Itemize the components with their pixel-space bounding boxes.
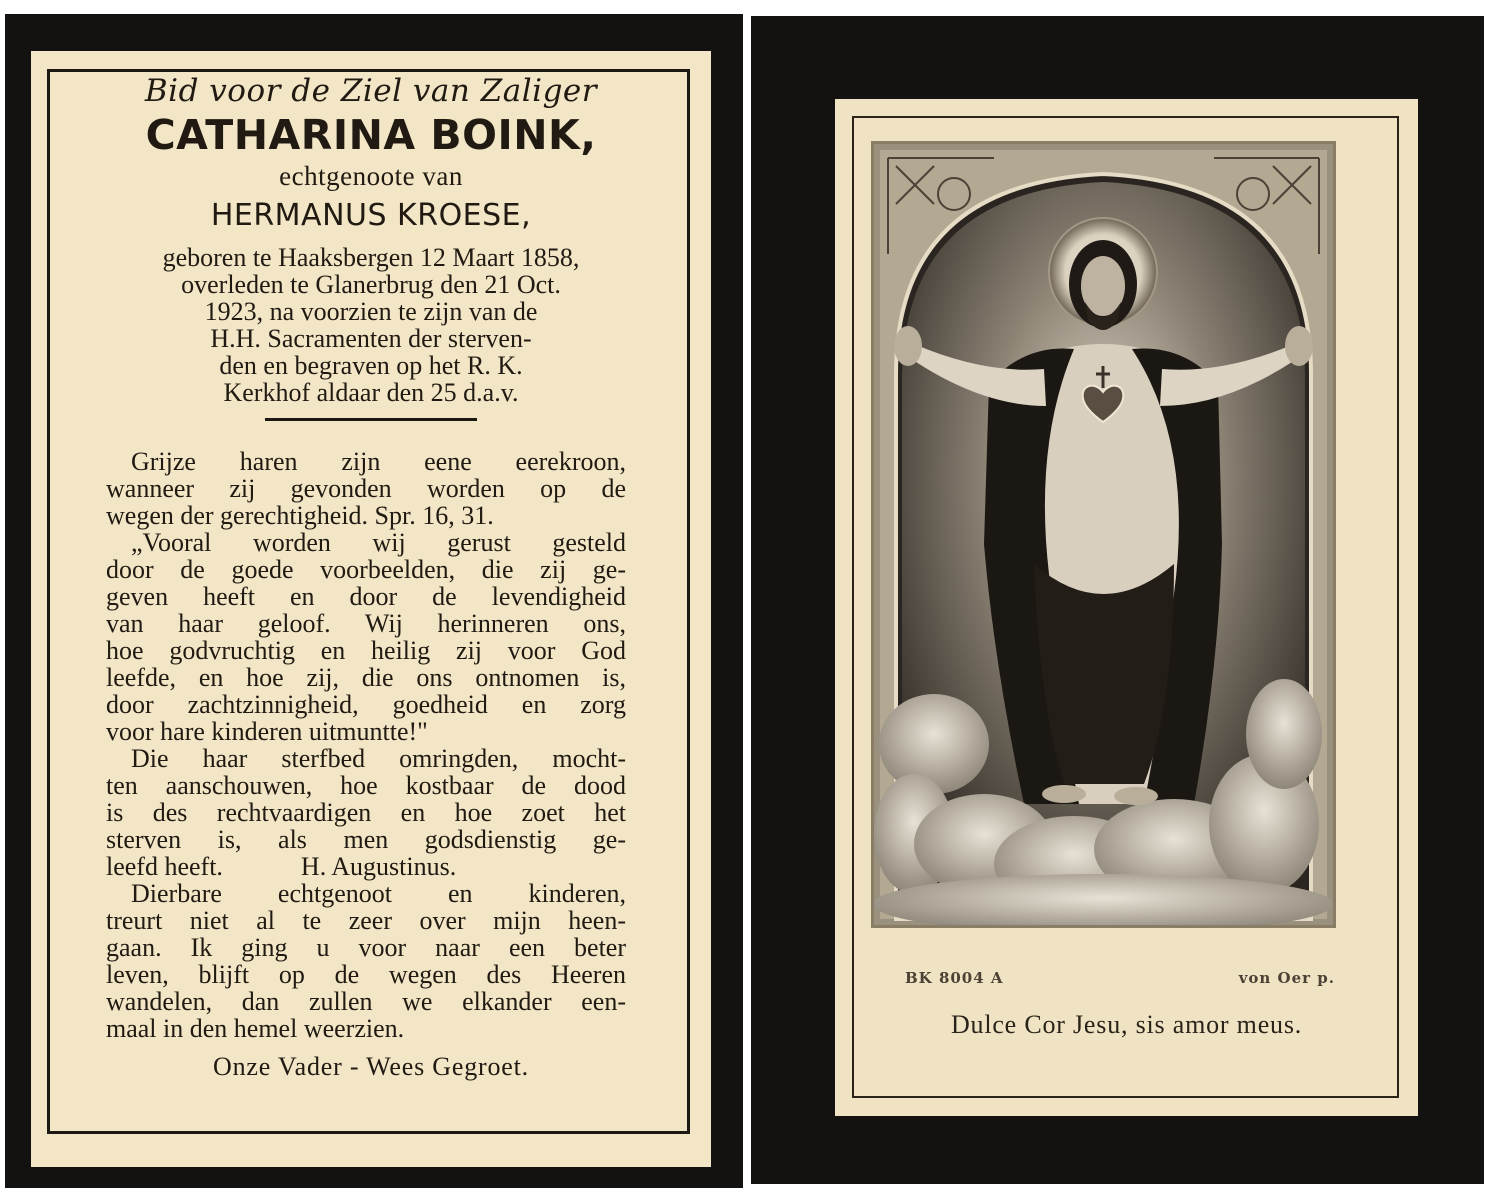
latin-motto: Dulce Cor Jesu, sis amor meus.	[950, 1010, 1303, 1039]
body-line: leefd heeft. H. Augustinus.	[106, 852, 457, 881]
body-line: gaan. Ik ging u voor naar een beter	[106, 933, 626, 962]
body-line: van haar geloof. Wij herinneren ons,	[106, 609, 626, 638]
divider-rule	[265, 418, 477, 421]
body-line: „Vooral worden wij gerust gesteld	[131, 528, 626, 557]
card-text-block	[31, 51, 711, 1082]
body-line: maal in den hemel weerzien.	[106, 1014, 405, 1043]
artist-credit: von Oer p.	[1238, 969, 1335, 987]
detail-line: overleden te Glanerbrug den 21 Oct.	[181, 270, 561, 299]
spouse-name: HERMANUS KROESE,	[210, 198, 532, 233]
detail-line: den en begraven op het R. K.	[219, 351, 523, 380]
body-line: Grijze haren zijn eene eerekroon,	[131, 447, 626, 476]
body-line: hoe godvruchtig en heilig zij voor God	[106, 636, 626, 665]
body-line: door de goede voorbeelden, die zij ge-	[106, 555, 626, 584]
body-line: ten aanschouwen, hoe kostbaar de dood	[106, 771, 626, 800]
memorial-card-image-side	[751, 16, 1484, 1184]
sacred-heart-illustration	[874, 144, 1333, 925]
detail-line: Kerkhof aldaar den 25 d.a.v.	[223, 378, 519, 407]
detail-line: 1923, na voorzien te zijn van de	[204, 297, 538, 326]
biographical-details	[31, 244, 711, 406]
body-line: door zachtzinnigheid, goedheid en zorg	[106, 690, 626, 719]
intro-line: Bid voor de Ziel van Zaliger	[144, 73, 598, 109]
body-line: Dierbare echtgenoot en kinderen,	[131, 879, 626, 908]
card-paper	[31, 51, 711, 1167]
detail-line: geboren te Haaksbergen 12 Maart 1858,	[162, 243, 580, 272]
spouse-label: echtgenoote van	[279, 161, 463, 191]
body-line: geven heeft en door de levendigheid	[106, 582, 626, 611]
body-line: treurt niet al te zeer over mijn heen-	[106, 906, 626, 935]
card-paper	[835, 99, 1418, 1116]
closing-prayer: Onze Vader - Wees Gegroet.	[213, 1052, 529, 1081]
body-line: leefde, en hoe zij, die ons ontnomen is,	[106, 663, 626, 692]
body-line: Die haar sterfbed omringden, mocht-	[131, 744, 626, 773]
print-number: BK 8004 A	[905, 969, 1004, 987]
body-line: voor hare kinderen uitmuntte!"	[106, 717, 428, 746]
memorial-text-body	[106, 448, 626, 1042]
memorial-card-text-side	[5, 14, 743, 1188]
body-line: is des rechtvaardigen en hoe zoet het	[106, 798, 626, 827]
body-line: sterven is, als men godsdienstig ge-	[106, 825, 626, 854]
body-line: wanneer zij gevonden worden op de	[106, 474, 626, 503]
sacred-heart-image	[871, 141, 1336, 928]
detail-line: H.H. Sacramenten der sterven-	[210, 324, 532, 353]
deceased-name: CATHARINA BOINK,	[145, 111, 597, 159]
body-line: leven, blijft op de wegen des Heeren	[106, 960, 626, 989]
body-line: wegen der gerechtigheid. Spr. 16, 31.	[106, 501, 494, 530]
body-line: wandelen, dan zullen we elkander een-	[106, 987, 626, 1016]
